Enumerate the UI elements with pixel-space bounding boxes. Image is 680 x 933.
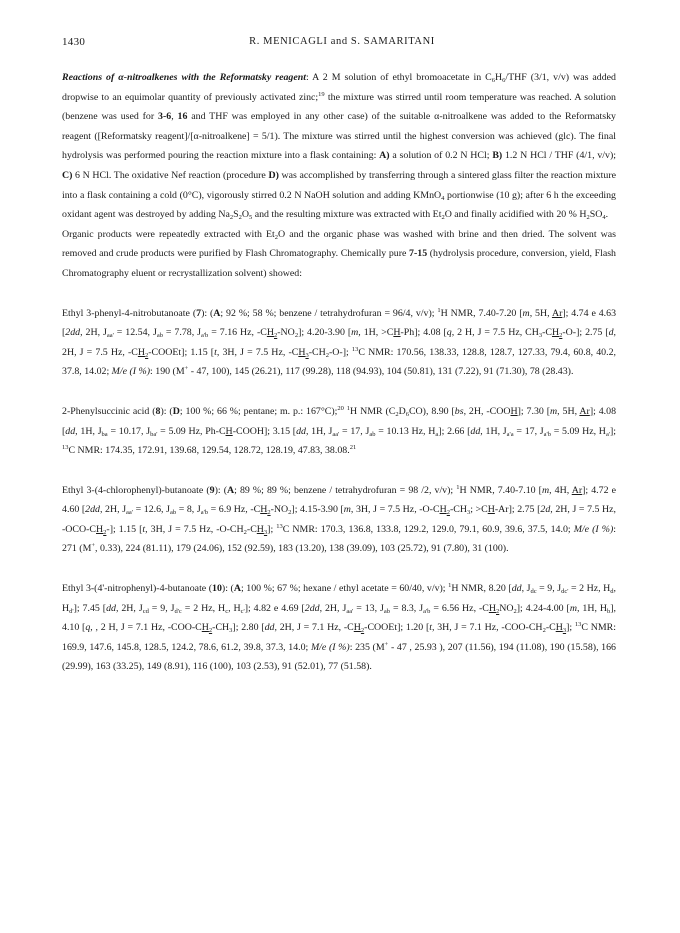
text-run: 4 [441,194,445,202]
text-run: and THF was employed in any other case) of the suitable α-nitroalkene was added to the Reformatsky reagent ([Reformatsky reagent]/[α-nitroalkene] = 5/1). The mixture was stirred until the highest conversion was achieved (glc). The final hydrolysis was performed pouring the reaction mixture into a flask containing: [62,111,616,162]
text-run: . [605,209,609,221]
text-run: ]; 4.72 e 4.60 [ [62,484,616,516]
text-run: A [227,484,235,496]
text-run: 2 [274,233,279,241]
text-run: 10 [212,583,222,595]
text-run: H [494,72,503,83]
text-run: 2dd [65,327,81,339]
text-run: (hydrolysis procedure, conversion, yield, Flash Chromatography eluent or recrystallization solvent) showed: [62,248,616,279]
text-run: dd [264,622,275,634]
text-run: , 2H, J [80,327,107,339]
reference-marker: 19 [318,90,325,98]
text-run: H [201,622,209,634]
text-run: , 3H, J = 7.5 Hz, -O-CH [145,523,244,535]
text-run: 7-15 [409,248,428,260]
text-run: ]; 4.74 e 4.63 [ [62,307,617,339]
text-run: 2-Phenylsuccinic acid ( [62,405,156,417]
text-run: O and finally acidified with 20 % H [444,209,587,221]
text-run: c [225,607,229,615]
text-run: t [429,622,432,634]
page-number: 1430 [62,36,86,48]
text-run: , 0.33), 224 (81.11), 179 (24.06), 152 (92.59), 183 (13.20), 138 (39.09), 103 (25.72), 91 (7.80), 31 (100). [95,543,509,555]
text-run: 2 [288,509,292,517]
text-run: H NMR, 7.40-7.20 [ [440,307,523,319]
text-run: C) [62,169,73,181]
text-run: 3 [538,332,543,340]
text-run: 6 [502,77,506,84]
text-run: -COOEt]; 1.15 [ [148,346,215,358]
text-run: dd [65,425,76,437]
text-run: 2 [208,627,213,635]
text-run: 13 [574,621,582,629]
text-run: ab [169,509,177,517]
text-run: H [555,622,563,634]
text-run: O [241,209,249,221]
text-run: H [551,327,560,339]
text-run: d [610,588,614,596]
text-run: 2 [360,627,365,635]
text-run: 2 [513,607,517,615]
page-header [62,36,622,52]
text-run: ]; 4.08 [ [62,405,617,437]
text-run: 20 [337,404,344,412]
text-run: Ethyl 3-phenyl-4-nitrobutanoate ( [62,307,197,319]
text-run: a'b [543,430,551,438]
text-run: H [353,622,361,634]
text-run: and the resulting mixture was extracted with Et [252,209,442,221]
text-run: aa' [332,430,340,438]
text-run: /THF (3/1, v/v) was added dropwise to an equimolar quantity of previously activated zinc; [62,72,616,103]
text-run: SO [589,209,603,221]
text-run: t [214,346,217,358]
text-run: m [351,327,359,339]
text-run: q [446,327,452,339]
text-run: a [435,430,439,438]
text-run: + [91,542,96,550]
text-run: Ar [551,307,563,319]
text-run: c' [240,607,245,615]
text-run: 2 [243,528,247,536]
text-run: , 4H, [549,484,572,496]
text-run: 21 [349,444,357,452]
text-run: : 271 (M [62,523,617,555]
text-run: Ar [571,484,583,496]
text-run: ): ( [160,405,173,417]
text-run: -C [246,523,257,535]
text-run: -O-]; [328,346,352,358]
workup-paragraph [62,225,616,284]
text-run: = 12.6, J [132,504,170,516]
text-run: Ethyl 3-(4'-nitrophenyl)-4-butanoate ( [62,583,213,595]
text-run: m [541,484,550,496]
text-run: t [142,523,146,535]
text-run: 2 [446,509,450,517]
text-run: m [522,307,530,319]
text-run: H [439,504,447,516]
text-run: -C [542,327,552,339]
text-run: -]; 1.15 [ [106,523,143,535]
text-run: , [171,111,178,123]
text-run: 1 [346,404,351,412]
text-run: = 6.56 Hz, -C [430,602,489,614]
text-run: M/e (I %) [111,366,151,378]
text-run: , 3H, J = 7.5 Hz, -C [216,346,299,358]
text-run: d'c [174,607,182,615]
text-run: 3 [229,627,233,635]
text-run: dd [296,425,306,437]
text-run: bs [454,405,464,417]
text-run: = 5.09 Hz, H [550,425,606,437]
text-run: 2 [294,332,299,340]
text-run: 13 [351,345,359,353]
text-run: Ethyl 3-(4-chlorophenyl)-butanoate ( [62,484,210,496]
text-run: H [487,504,495,516]
text-run: ]; [566,622,575,634]
text-run: 1 [448,582,452,590]
text-run: a'b [423,607,431,615]
text-run: aa' [346,607,354,615]
text-run: , 2H, J [99,504,127,516]
text-run: H [510,405,518,417]
text-run: M/e (I %) [310,641,350,653]
text-run: ; 92 %; 58 %; benzene / tetrahydrofuran = 96/4, v/v); [220,307,438,319]
text-run: A) [379,150,390,162]
text-run: 4 [602,214,606,222]
text-run: ab [383,607,390,615]
text-run: 2 [586,214,590,222]
text-run: d [608,327,614,339]
text-run: ]; 7.45 [ [73,602,107,614]
text-run: , 2H, J = 7.5 Hz, -C [62,327,617,358]
text-run: D [398,405,406,417]
text-run: , , 2 H, J = 7.1 Hz, -COO-C [90,622,202,634]
text-run: 1.2 N HCl / THF (4/1, v/v); [502,150,616,162]
text-run: d' [69,607,74,615]
text-run: -COOH]; 3.15 [ [232,425,297,437]
text-run: ]; 4.24-4.00 [ [516,602,570,614]
text-run: -NO [277,327,295,339]
text-run: ]; 2.66 [ [438,425,471,437]
text-run: 2 [496,607,500,615]
text-run: ]; 4.15-3.90 [ [291,504,344,516]
text-run: , 5H, [557,405,580,417]
text-run: A [213,307,221,319]
text-run: 2 [229,214,234,222]
text-run: - 47, 100), 145 (26.21), 117 (99.28), 118 (94.93), 104 (50.81), 131 (7.22), 91 (71.30), 78 (28.43). [188,366,574,378]
text-run: portionwise (10 g); after 6 h the exceeding oxidant agent was destroyed by adding Na [62,189,616,221]
text-run: H [393,327,401,339]
text-run: 6 [405,410,409,418]
text-run: -CH [308,346,326,358]
text-run: , 2H, J = 7.1 Hz, -C [274,622,354,634]
text-run: -C [545,622,556,634]
text-run: 2 [559,332,563,340]
text-run: Ar [579,405,590,417]
text-run: H [488,602,496,614]
text-run: ; >C [470,504,488,516]
text-run: 3-6 [158,111,172,123]
text-run: H NMR, 8.20 [ [451,583,512,595]
text-run: ): ( [201,307,214,319]
text-run: 2 [542,627,546,635]
compound-8-entry [62,402,616,461]
text-run: , 1H, J [480,425,507,437]
text-run: CO), 8.90 [ [408,405,455,417]
text-run: ]; 2.80 [ [232,622,265,634]
text-run: = 7.16 Hz, -C [208,327,267,339]
text-run: = 6.9 Hz, -C [208,504,261,516]
text-run: C NMR: 174.35, 172.91, 139.68, 129.54, 128.72, 128.19, 47.83, 38.08. [68,445,350,457]
text-run: dd [470,425,481,437]
text-run: , 2 H, J = 7.5 Hz, CH [451,327,539,339]
text-run: -CH [212,622,230,634]
text-run: = 12.54, J [113,327,157,339]
text-run: , 3H, J = 7.5 Hz, -O-C [350,504,440,516]
text-run: 2 [145,351,149,359]
text-run: 2 [274,332,278,340]
text-run: + [384,640,389,648]
text-run: a solution of 0.2 N HCl; [389,150,493,162]
compound-10-entry [62,579,616,677]
text-run: M/e (I %) [573,523,614,535]
text-run: 5 [248,214,253,222]
text-run: H [298,346,306,358]
text-run: , 2H, J = 7.5 Hz, -OCO-C [62,504,616,535]
text-run: dd [511,583,522,595]
text-run: a'a [506,430,514,438]
text-run: 9 [209,484,215,496]
text-run: dc [530,588,537,596]
section-heading: Reactions of α-nitroalkenes with the Reformatsky reagent [62,72,306,83]
text-run: 1 [456,483,460,491]
text-run: 2d [540,504,551,516]
text-run: NO [499,602,514,614]
text-run: = 7.78, J [162,327,201,339]
text-run: = 13, J [353,602,384,614]
text-run: 7 [196,307,202,319]
text-run: ]; [267,523,277,535]
text-run: C NMR: 170.56, 138.33, 128.8, 128.7, 127.33, 79.4, 60.8, 40.2, 37.8, 14.02; [62,346,616,378]
text-run: a' [605,430,611,438]
text-run: 2 [441,214,445,222]
text-run: 2dd [304,602,320,614]
text-run: , 1H, J [75,425,102,437]
text-run: H [137,346,146,358]
text-run: ab [156,332,163,340]
text-run: = 8, J [176,504,201,516]
text-run: H NMR (C [350,405,396,417]
text-run: B) [492,150,503,162]
text-run: 2 [238,214,242,222]
text-run: = 10.13 Hz, H [375,425,436,437]
text-run: -NO [270,504,289,516]
text-run: m [343,504,351,516]
text-run: H [96,523,104,535]
text-run: , 3H, J = 7.1 Hz, -COO-CH [431,622,543,634]
text-run: = 9, J [148,602,175,614]
text-run: ): ( [221,583,234,595]
text-run: 2 [267,509,271,517]
text-run: the mixture was stirred until room temperature was reached. A solution (benzene was used for [62,91,616,123]
method-paragraph [62,68,616,225]
compound-9-entry [62,481,616,559]
text-run: = 8.3, J [390,602,424,614]
text-run: ): ( [214,484,227,496]
text-run: 6 [491,77,495,84]
text-run: 3 [562,627,567,635]
text-run: aa' [126,509,133,517]
compound-7-entry [62,304,616,382]
text-run: ba' [150,430,158,438]
text-run: b [607,607,611,615]
text-run: ; 89 %; 89 %; benzene / tetrahydrofuran = 98 /2, v/v); [234,484,457,496]
text-run: 2dd [85,504,100,516]
text-run: 6 N HCl. The oxidative Nef reaction (procedure [72,169,269,181]
text-run: ]; 4.20-3.90 [ [298,327,352,339]
text-run: -CH [449,504,467,516]
text-run: H NMR, 7.40-7.10 [ [459,484,542,496]
text-run: , H [62,583,617,614]
text-run: q [85,622,91,634]
text-run: , 1H, H [576,602,607,614]
text-run: ], 4.10 [ [62,602,617,634]
text-run: 8 [155,405,161,417]
text-run: = 17, J [339,425,370,437]
text-run: H [266,327,274,339]
text-run: + [184,365,189,373]
text-run: = 10.17, J [107,425,151,437]
text-run: , H [228,602,241,614]
text-run: ]; 7.30 [ [517,405,551,417]
text-run: a'b [200,509,209,517]
text-run: a'b [201,332,209,340]
text-run: A [233,583,241,595]
text-run: 16 [177,111,188,123]
text-run: H [260,504,268,516]
text-run: aa' [106,332,114,340]
text-run: ab [369,430,376,438]
text-run: ]; [610,425,617,437]
text-run: - 47 , 25.93 ), 207 (11.56), 194 (11.08), 190 (15.58), 166 (29.99), 163 (33.25), 149 (8.91), 116 (100), 103 (2.53), 91 (52.01), 77 (51.58). [62,641,616,673]
text-run: : 190 (M [150,366,185,378]
text-run: cd [142,607,149,615]
text-run: 2 [395,410,399,418]
text-run: m [569,602,577,614]
article-body [62,68,616,677]
text-run: ; 100 %; 66 %; pentane; m. p.: 167°C); [179,405,338,417]
text-run: H [225,425,233,437]
text-run: -Ph]; 4.08 [ [400,327,447,339]
text-run: : A 2 M solution of ethyl bromoacetate in C [305,72,492,83]
text-run: : 235 (M [349,641,385,653]
text-run: , 1H, >C [358,327,394,339]
text-run: ; 100 %; 67 %; hexane / ethyl acetate = 60/40, v/v); [240,583,449,595]
text-run: -O-]; 2.75 [ [562,327,609,339]
text-run: 3 [305,351,309,359]
running-title: R. MENICAGLI and S. SAMARITANI [249,36,435,47]
text-run: , 2H, J [319,602,347,614]
text-run: = 9, J [536,583,562,595]
text-run: H [256,523,264,535]
text-run: = 5.09 Hz, Ph-C [157,425,226,437]
text-run: ba [101,430,108,438]
text-run: S [233,209,239,221]
text-run: 1 [437,306,441,314]
text-run: O and the organic phase was washed with brine and then dried. The solvent was removed and crude products were purified by Flash Chromatography. Chemically pure [62,228,616,260]
text-run: 3 [263,528,268,536]
text-run: 2 [103,528,107,536]
text-run: Organic products were repeatedly extracted with Et [62,228,275,240]
text-run: 2 [325,351,329,359]
text-run: dc' [561,588,569,596]
text-run: 3 [466,509,471,517]
text-run: = 2 Hz, H [568,583,611,595]
text-run: -Ar]; 2.75 [ [494,504,541,516]
text-run: was accomplished by transferring through a sintered glass filter the reaction mixture into a flask containing a cold (0°C), vigorously stirred 0.2 N NaOH solution and adding KMnO [62,169,616,201]
text-run: D) [268,169,279,181]
text-run: , 1H, J [305,425,333,437]
text-run: -COOEt]; 1.20 [ [364,622,430,634]
text-run: , 5H, [529,307,552,319]
text-run: = 2 Hz, H [181,602,226,614]
text-run: ]; 4.82 e 4.69 [ [244,602,305,614]
text-run: C NMR: 169.9, 147.6, 145.8, 128.5, 124.2, 78.6, 61.2, 39.8, 37.3, 14.0; [62,622,616,653]
text-run: = 17, J [513,425,544,437]
text-run: dd [106,602,116,614]
text-run: , 2H, J [115,602,143,614]
text-run: , 2H, -COO [463,405,511,417]
text-run: 13 [62,444,69,452]
text-run: , J [521,583,531,595]
text-run: m [550,405,558,417]
text-run: C NMR: 170.3, 136.8, 133.8, 129.2, 129.0, 79.1, 60.9, 39.6, 37.5, 14.0; [282,523,574,535]
text-run: 13 [276,522,283,530]
text-run: D [172,405,180,417]
